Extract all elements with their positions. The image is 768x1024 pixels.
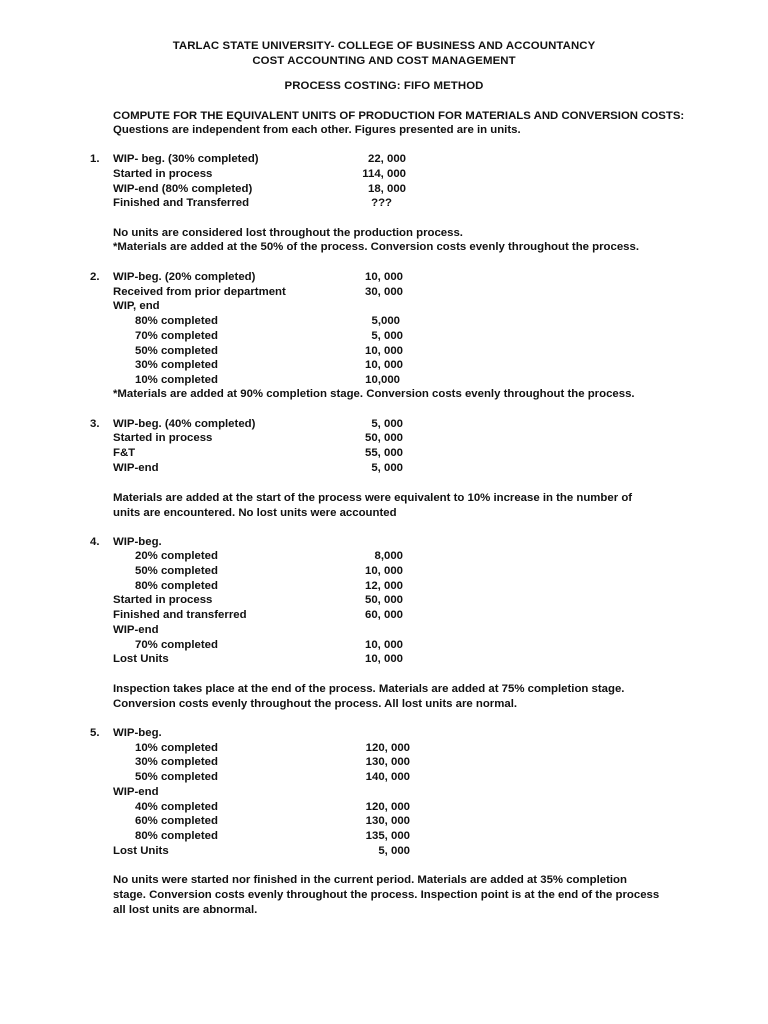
question-number: 1.	[90, 153, 100, 165]
row-value: 120, 000	[365, 801, 410, 813]
row-label: WIP-end	[113, 786, 159, 798]
row-value: 135, 000	[365, 830, 410, 842]
row-label: 70% completed	[135, 330, 218, 342]
row-value: 50, 000	[364, 594, 403, 606]
row-label: 10% completed	[135, 374, 218, 386]
row-label: WIP-beg. (40% completed)	[113, 418, 256, 430]
course-heading: COST ACCOUNTING AND COST MANAGEMENT	[252, 55, 516, 67]
row-value: 5, 000	[378, 845, 410, 857]
row-label: Finished and Transferred	[113, 197, 250, 209]
question-note: *Materials are added at 90% completion stage. Conversion costs evenly throughout the process.	[113, 388, 635, 400]
row-value: 5, 000	[371, 418, 403, 430]
row-label: F&T	[113, 447, 136, 459]
university-heading: TARLAC STATE UNIVERSITY- COLLEGE OF BUSINESS AND ACCOUNTANCY	[172, 40, 596, 52]
row-value: 55, 000	[364, 447, 403, 459]
row-label: Started in process	[113, 168, 213, 180]
row-value: 114, 000	[362, 168, 406, 180]
row-value: ???	[371, 197, 392, 209]
row-value: 22, 000	[367, 153, 406, 165]
row-label: 60% completed	[135, 815, 218, 827]
row-label: Lost Units	[113, 845, 169, 857]
row-label: WIP-end	[113, 462, 159, 474]
row-label: 40% completed	[135, 801, 218, 813]
row-label: 20% completed	[135, 550, 218, 562]
row-value: 130, 000	[365, 815, 410, 827]
row-value: 30, 000	[364, 286, 403, 298]
instructions-line: COMPUTE FOR THE EQUIVALENT UNITS OF PRODUCTION FOR MATERIALS AND CONVERSION COSTS:	[113, 110, 685, 122]
question-note: all lost units are abnormal.	[113, 904, 258, 916]
row-value: 18, 000	[367, 183, 406, 195]
row-value: 12, 000	[364, 580, 403, 592]
row-value: 5, 000	[371, 330, 403, 342]
row-value: 10,000	[365, 374, 400, 386]
row-label: 80% completed	[135, 580, 218, 592]
row-value: 10, 000	[364, 359, 403, 371]
question-number: 5.	[90, 727, 100, 739]
row-label: WIP, end	[113, 300, 160, 312]
row-value: 120, 000	[365, 742, 410, 754]
row-value: 50, 000	[364, 432, 403, 444]
question-number: 2.	[90, 271, 100, 283]
question-note: No units were started nor finished in the current period. Materials are added at 35% completion	[113, 874, 627, 886]
row-value: 60, 000	[364, 609, 403, 621]
row-label: 50% completed	[135, 771, 218, 783]
row-label: 80% completed	[135, 830, 218, 842]
row-label: WIP-end	[113, 624, 159, 636]
row-value: 130, 000	[365, 756, 410, 768]
row-label: 50% completed	[135, 565, 218, 577]
row-label: Finished and transferred	[113, 609, 247, 621]
row-label: 80% completed	[135, 315, 218, 327]
question-note: No units are considered lost throughout the production process.	[113, 227, 463, 239]
row-label: WIP- beg. (30% completed)	[113, 153, 259, 165]
question-number: 3.	[90, 418, 100, 430]
row-label: 10% completed	[135, 742, 218, 754]
question-note: Inspection takes place at the end of the process. Materials are added at 75% completion stage.	[113, 683, 625, 695]
row-value: 140, 000	[365, 771, 410, 783]
row-value: 5,000	[371, 315, 400, 327]
question-note: *Materials are added at the 50% of the process. Conversion costs evenly throughout the process.	[113, 241, 640, 253]
row-value: 10, 000	[364, 565, 403, 577]
row-label: 30% completed	[135, 359, 218, 371]
question-note: units are encountered. No lost units were accounted	[113, 507, 397, 519]
row-value: 10, 000	[364, 271, 403, 283]
row-label: 30% completed	[135, 756, 218, 768]
row-label: Received from prior department	[113, 286, 286, 298]
row-label: WIP-beg. (20% completed)	[113, 271, 256, 283]
page-title: PROCESS COSTING: FIFO METHOD	[284, 80, 484, 92]
row-label: 50% completed	[135, 345, 218, 357]
row-label: WIP-beg.	[113, 727, 162, 739]
row-label: WIP-beg.	[113, 536, 162, 548]
row-label: Lost Units	[113, 653, 169, 665]
row-value: 10, 000	[364, 639, 403, 651]
row-label: 70% completed	[135, 639, 218, 651]
question-note: Conversion costs evenly throughout the process. All lost units are normal.	[113, 698, 518, 710]
instructions-subline: Questions are independent from each other. Figures presented are in units.	[113, 124, 521, 136]
row-value: 10, 000	[364, 345, 403, 357]
question-note: Materials are added at the start of the process were equivalent to 10% increase in the number of	[113, 492, 633, 504]
row-value: 8,000	[374, 550, 403, 562]
question-number: 4.	[90, 536, 100, 548]
row-label: Started in process	[113, 432, 213, 444]
row-value: 5, 000	[371, 462, 403, 474]
question-note: stage. Conversion costs evenly throughout the process. Inspection point is at the end of the process	[113, 889, 660, 901]
row-label: Started in process	[113, 594, 213, 606]
row-value: 10, 000	[364, 653, 403, 665]
row-label: WIP-end (80% completed)	[113, 183, 253, 195]
